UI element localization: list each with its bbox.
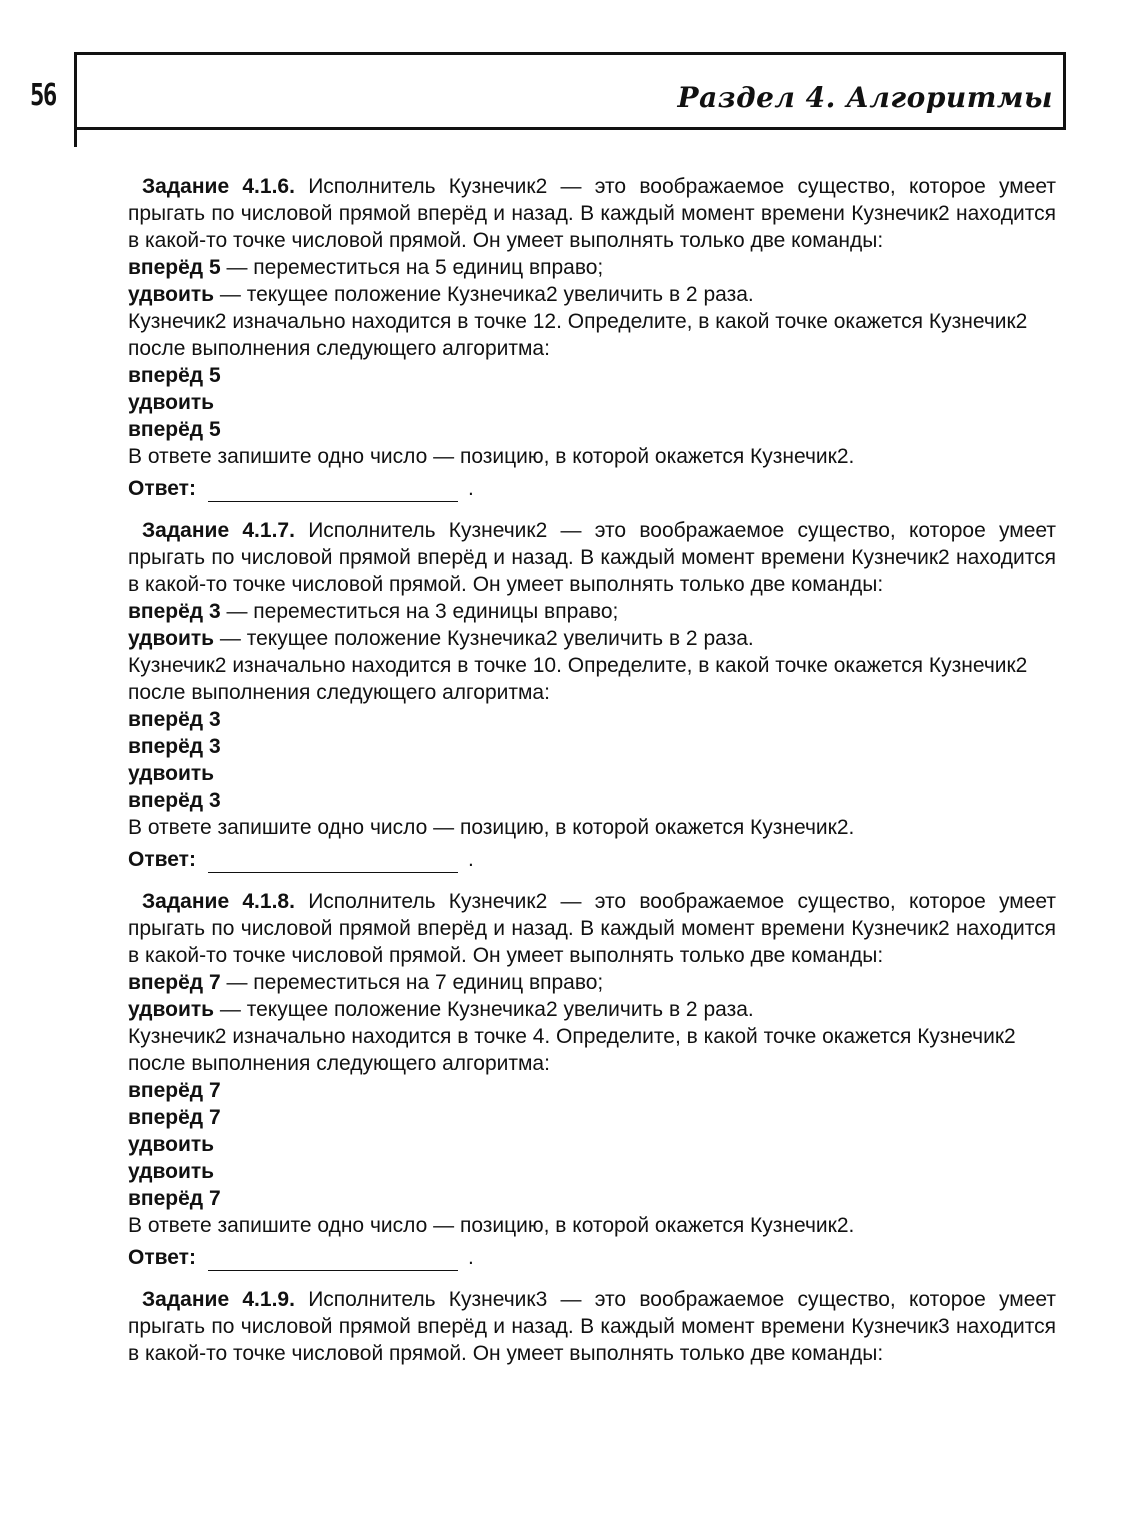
- command-line: [128, 996, 1056, 1023]
- task-intro-text: Исполнитель Кузнечик2 — это воображаемое существо, которое умеет прыгать по числовой прямой вперёд и назад. В каждый момент времени Кузнечик2 находится в какой-то точке числовой прямой. Он умеет выполнять только две команды:: [128, 890, 1056, 967]
- answer-label: Ответ:: [128, 477, 196, 500]
- task-4-1-7: [128, 517, 1056, 873]
- task-instruction: В ответе запишите одно число — позицию, в которой окажется Кузнечик2.: [128, 1214, 855, 1237]
- program-step: вперёд 7: [128, 1106, 221, 1129]
- command-desc: — переместиться на 5 единиц вправо;: [220, 256, 604, 279]
- command-line: [128, 598, 1056, 625]
- task-intro: [128, 888, 1056, 969]
- command-name: удвоить: [128, 998, 215, 1021]
- answer-dot: .: [467, 477, 474, 500]
- answer-row: [128, 1244, 1056, 1271]
- running-header: [74, 52, 1066, 130]
- program-step: вперёд 3: [128, 708, 221, 731]
- program-step: удвоить: [128, 1160, 215, 1183]
- task-intro-text: Исполнитель Кузнечик2 — это воображаемое существо, которое умеет прыгать по числовой прямой вперёд и назад. В каждый момент времени Кузнечик2 находится в какой-то точке числовой прямой. Он умеет выполнять только две команды:: [128, 175, 1056, 252]
- task-question: Кузнечик2 изначально находится в точке 4. Определите, в какой точке окажется Кузнечик2 после выполнения следующего алгоритма:: [128, 1025, 1016, 1075]
- answer-blank[interactable]: [208, 1250, 458, 1271]
- command-name: вперёд 3: [128, 600, 221, 623]
- program-step: вперёд 7: [128, 1187, 221, 1210]
- answer-dot: .: [467, 1246, 474, 1269]
- command-name: удвоить: [128, 283, 215, 306]
- command-name: вперёд 5: [128, 256, 221, 279]
- task-instruction: В ответе запишите одно число — позицию, в которой окажется Кузнечик2.: [128, 816, 855, 839]
- task-intro: [128, 1286, 1056, 1367]
- task-title: Задание 4.1.8.: [142, 890, 295, 913]
- section-title: Раздел 4. Алгоритмы: [677, 81, 1053, 114]
- task-title: Задание 4.1.9.: [142, 1288, 295, 1311]
- command-desc: — переместиться на 7 единиц вправо;: [220, 971, 604, 994]
- program-step: удвоить: [128, 762, 215, 785]
- page-content: [128, 173, 1056, 1382]
- command-name: вперёд 7: [128, 971, 221, 994]
- answer-row: [128, 475, 1056, 502]
- program-step: удвоить: [128, 391, 215, 414]
- command-desc: — текущее положение Кузнечика2 увеличить в 2 раза.: [214, 627, 754, 650]
- command-name: удвоить: [128, 627, 215, 650]
- task-question: Кузнечик2 изначально находится в точке 10. Определите, в какой точке окажется Кузнечик2 после выполнения следующего алгоритма:: [128, 654, 1028, 704]
- task-title: Задание 4.1.7.: [142, 519, 295, 542]
- answer-dot: .: [467, 848, 474, 871]
- command-line: [128, 254, 1056, 281]
- task-4-1-9: [128, 1286, 1056, 1367]
- answer-label: Ответ:: [128, 1246, 196, 1269]
- task-intro-text: Исполнитель Кузнечик3 — это воображаемое существо, которое умеет прыгать по числовой прямой вперёд и назад. В каждый момент времени Кузнечик3 находится в какой-то точке числовой прямой. Он умеет выполнять только две команды:: [128, 1288, 1056, 1365]
- program-step: вперёд 3: [128, 789, 221, 812]
- task-intro: [128, 173, 1056, 254]
- program-step: вперёд 5: [128, 364, 221, 387]
- task-title: Задание 4.1.6.: [142, 175, 295, 198]
- task-instruction: В ответе запишите одно число — позицию, в которой окажется Кузнечик2.: [128, 445, 855, 468]
- answer-row: [128, 846, 1056, 873]
- task-intro: [128, 517, 1056, 598]
- task-intro-text: Исполнитель Кузнечик2 — это воображаемое существо, которое умеет прыгать по числовой прямой вперёд и назад. В каждый момент времени Кузнечик2 находится в какой-то точке числовой прямой. Он умеет выполнять только две команды:: [128, 519, 1056, 596]
- program-step: вперёд 5: [128, 418, 221, 441]
- command-line: [128, 625, 1056, 652]
- command-desc: — текущее положение Кузнечика2 увеличить в 2 раза.: [214, 283, 754, 306]
- page-number: 56: [30, 78, 56, 113]
- task-4-1-6: [128, 173, 1056, 502]
- answer-blank[interactable]: [208, 852, 458, 873]
- program-step: вперёд 3: [128, 735, 221, 758]
- program-step: удвоить: [128, 1133, 215, 1156]
- command-line: [128, 281, 1056, 308]
- command-desc: — переместиться на 3 единицы вправо;: [220, 600, 619, 623]
- command-line: [128, 969, 1056, 996]
- command-desc: — текущее положение Кузнечика2 увеличить в 2 раза.: [214, 998, 754, 1021]
- answer-blank[interactable]: [208, 481, 458, 502]
- task-question: Кузнечик2 изначально находится в точке 12. Определите, в какой точке окажется Кузнечик2 после выполнения следующего алгоритма:: [128, 310, 1028, 360]
- program-step: вперёд 7: [128, 1079, 221, 1102]
- task-4-1-8: [128, 888, 1056, 1271]
- answer-label: Ответ:: [128, 848, 196, 871]
